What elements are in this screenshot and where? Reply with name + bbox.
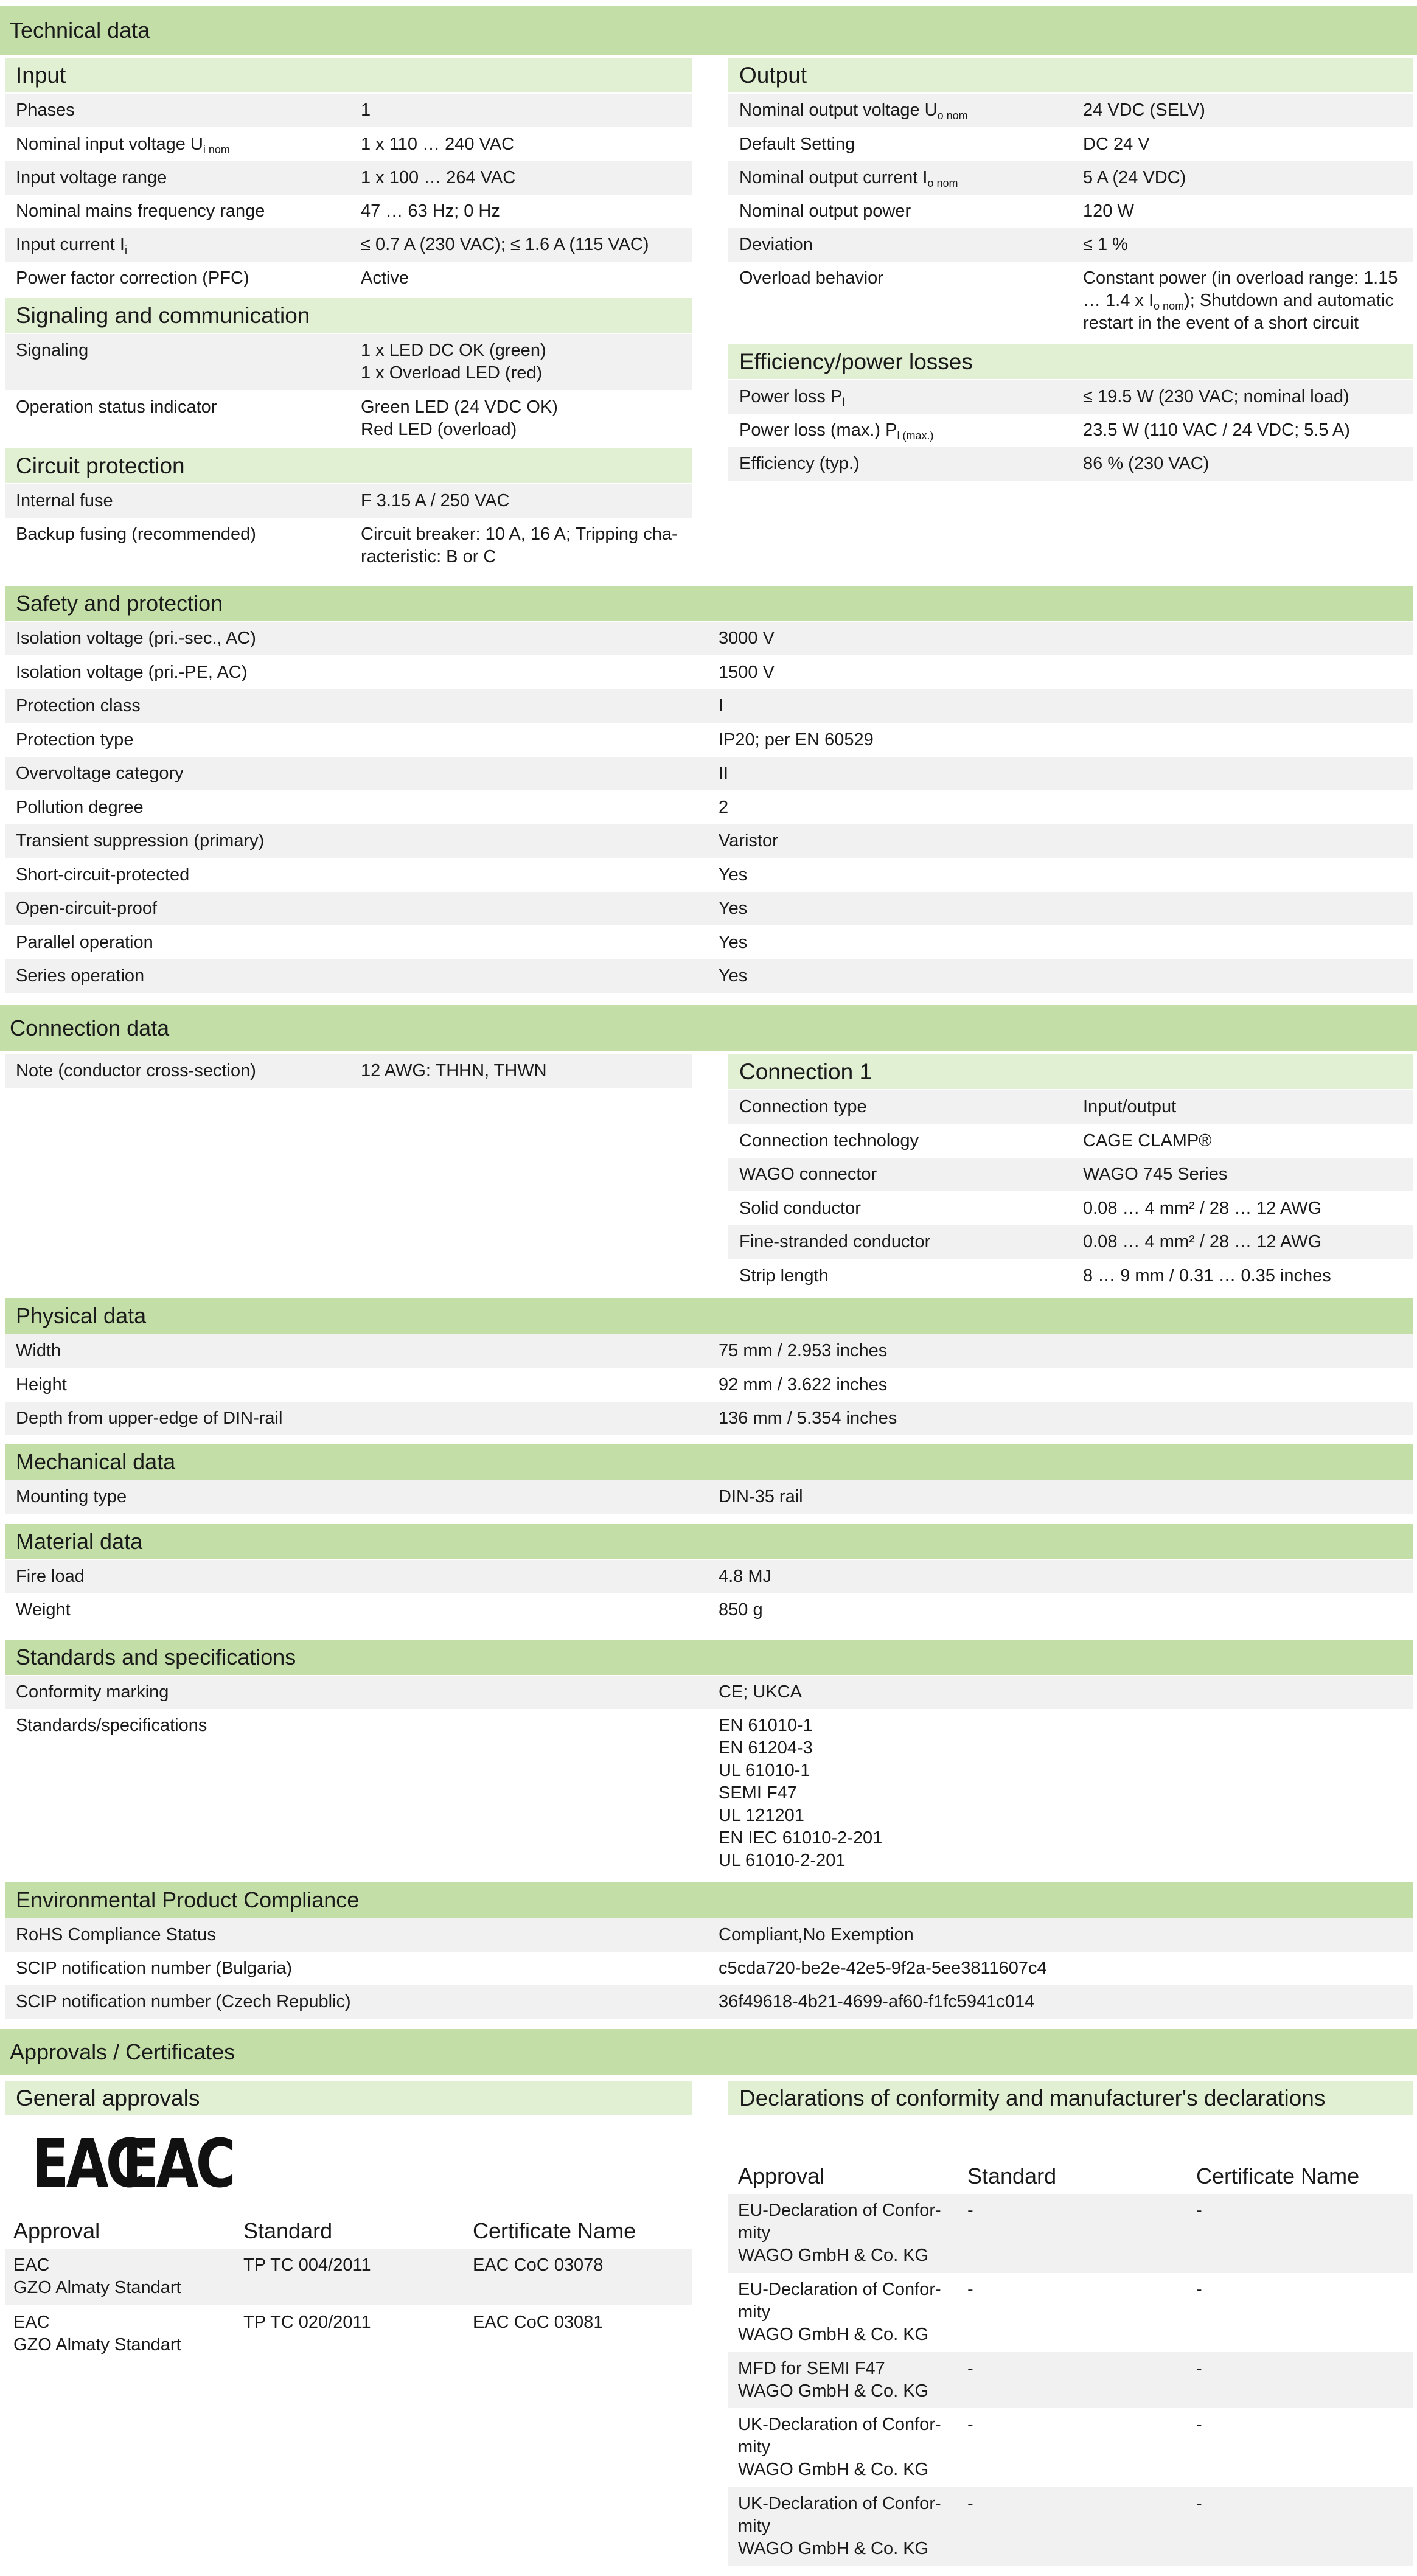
row-label: Fine-stranded conductor <box>739 1232 931 1251</box>
standards-row-specifications: Standards/specifications EN 61010-1 EN 61204-3 UL 61010-1 SEMI F47 UL 121201 EN IEC 61010-2-201 UL 61010-2-201 <box>16 1716 883 1870</box>
row-value: IP20; per EN 60529 <box>719 729 874 750</box>
circuit-row-backup-fusing: Backup fusing (recommended) Circuit breaker: 10 A, 16 A; Tripping cha- racteristic: B or C <box>16 524 678 566</box>
general-approval-approval: EAC GZO Almaty Standart <box>13 2313 181 2355</box>
connection-1-row <box>728 1158 1413 1191</box>
row-label: Isolation voltage (pri.-sec., AC) <box>16 628 256 648</box>
output-row-overload-behavior: Overload behavior Constant power (in overload range: 1.15 … 1.4 x $I_{o nom}$); Shutdown and automatic restart in the event of a short circuit <box>739 268 1398 333</box>
efficiency-row-efficiency: Efficiency (typ.) 86 % (230 VAC) <box>728 447 1413 481</box>
row-label: Depth from upper-edge of DIN-rail <box>16 1408 283 1428</box>
efficiency-row-power-loss-max: Power loss (max.) $P_{l (max.)}$ 23.5 W (110 VAC / 24 VDC; 5.5 A) <box>739 420 1350 442</box>
technical-data-header <box>0 6 1417 55</box>
safety-row <box>5 723 1413 757</box>
row-value: Input/output <box>1083 1097 1177 1116</box>
material-row-weight: Weight 850 g <box>16 1600 763 1620</box>
signaling-row-signaling: Signaling 1 x LED DC OK (green) 1 x Overload LED (red) <box>5 334 692 390</box>
connection-1-row <box>728 1090 1413 1124</box>
material-header: Material data <box>5 1524 1413 1559</box>
safety-row <box>5 858 1413 892</box>
declaration-cert: - <box>1196 2280 1202 2299</box>
efficiency-section-header: Efficiency/power losses <box>728 344 1413 379</box>
row-label: Connection type <box>739 1097 867 1116</box>
row-value: 1500 V <box>719 662 775 682</box>
decl-col-certificate: Certificate Name <box>1196 2163 1360 2188</box>
input-row-voltage-range: Input voltage range 1 x 100 … 264 VAC <box>5 161 692 195</box>
general-approval-standard: TP TC 004/2011 <box>243 2255 371 2275</box>
declaration-cert: - <box>1196 2494 1202 2513</box>
row-value: 0.08 … 4 mm² / 28 … 12 AWG <box>1083 1198 1322 1218</box>
declaration-standard: - <box>967 2494 973 2513</box>
signaling-section-header: Signaling and communication <box>5 298 692 333</box>
technical-data-title: Technical data <box>10 18 150 43</box>
connection-1-row <box>728 1225 1413 1259</box>
general-approval-standard: TP TC 020/2011 <box>243 2313 371 2332</box>
material-row-fire-load: Fire load 4.8 MJ <box>5 1560 1413 1593</box>
circuit-row-internal-fuse: Internal fuse F 3.15 A / 250 VAC <box>5 484 692 518</box>
general-approval-approval: EAC GZO Almaty Standart <box>13 2255 181 2297</box>
safety-row <box>5 622 1413 655</box>
row-value: 3000 V <box>719 628 775 648</box>
general-col-standard: Standard <box>243 2218 333 2243</box>
efficiency-row-power-loss: Power loss $P_l$ ≤ 19.5 W (230 VAC; nominal load) <box>728 380 1413 414</box>
declaration-standard: - <box>967 2280 973 2299</box>
connection-1-row <box>728 1192 1413 1225</box>
safety-row <box>5 892 1413 925</box>
connection-1-row <box>728 1124 1413 1158</box>
signaling-row-operation-status: Operation status indicator Green LED (24 VDC OK) Red LED (overload) <box>16 397 558 439</box>
row-label: Protection class <box>16 696 141 715</box>
environment-row-scip-bulgaria: SCIP notification number (Bulgaria) c5cda720-be2e-42e5-9f2a-5ee3811607c4 <box>16 1958 1047 1978</box>
declaration-approval: EU-Declaration of Confor- mity WAGO GmbH & Co. KG <box>738 2201 941 2265</box>
general-approvals-header: General approvals <box>5 2081 692 2115</box>
row-value: Yes <box>719 865 748 885</box>
declaration-cert: - <box>1196 2359 1202 2378</box>
connection-1-header: Connection 1 <box>728 1054 1413 1089</box>
physical-header: Physical data <box>5 1298 1413 1334</box>
general-col-approval: Approval <box>13 2218 100 2243</box>
input-section-header: Input <box>5 58 692 92</box>
declarations-header: Declarations of conformity and manufacturer's declarations <box>728 2081 1413 2115</box>
environment-row-scip-czech: SCIP notification number (Czech Republic) 36f49618-4b21-4699-af60-f1fc5941c014 <box>5 1985 1413 2019</box>
eac-logo-2: EAC <box>122 2125 233 2202</box>
row-label: Series operation <box>16 966 145 986</box>
safety-row <box>5 791 1413 824</box>
eac-logo-1: EAC <box>32 2125 143 2202</box>
row-value: Varistor <box>719 831 778 851</box>
declaration-standard: - <box>967 2415 973 2434</box>
output-row-deviation: Deviation ≤ 1 % <box>728 228 1413 262</box>
physical-row <box>5 1334 1413 1368</box>
safety-header: Safety and protection <box>5 586 1413 621</box>
row-value: CAGE CLAMP® <box>1083 1130 1212 1150</box>
input-row-frequency: Nominal mains frequency range 47 … 63 Hz; 0 Hz <box>16 201 500 221</box>
declaration-approval: UK-Declaration of Confor- mity WAGO GmbH & Co. KG <box>738 2415 941 2479</box>
row-label: Open-circuit-proof <box>16 899 158 918</box>
declaration-cert: - <box>1196 2201 1202 2220</box>
input-row-current: Input current $I_i$ ≤ 0.7 A (230 VAC); ≤ 1.6 A (115 VAC) <box>5 228 692 262</box>
connection-data-header: Connection data <box>0 1005 1417 1051</box>
row-label: Isolation voltage (pri.-PE, AC) <box>16 662 248 682</box>
row-label: Width <box>16 1341 61 1360</box>
output-row-nominal-current: Nominal output current $I_{o nom}$ 5 A (24 VDC) <box>728 161 1413 195</box>
standards-row-conformity: Conformity marking CE; UKCA <box>5 1676 1413 1709</box>
row-value: I <box>719 696 724 715</box>
safety-row <box>5 926 1413 959</box>
row-label: Protection type <box>16 729 134 750</box>
environment-header: Environmental Product Compliance <box>5 1882 1413 1918</box>
output-section-header: Output <box>728 58 1413 92</box>
approvals-header: Approvals / Certificates <box>0 2029 1417 2075</box>
input-row-phases: Phases 1 <box>5 94 692 127</box>
declaration-cert: - <box>1196 2415 1202 2434</box>
row-value: Yes <box>719 932 748 952</box>
safety-row <box>5 959 1413 993</box>
decl-col-standard: Standard <box>967 2163 1057 2188</box>
safety-row <box>5 757 1413 790</box>
input-row-nominal-voltage: Nominal input voltage $U_{i nom}$ 1 x 110 … 240 VAC <box>16 134 515 156</box>
output-row-nominal-power: Nominal output power 120 W <box>739 201 1134 221</box>
row-value: 136 mm / 5.354 inches <box>719 1408 897 1428</box>
standards-header: Standards and specifications <box>5 1640 1413 1675</box>
row-label: Transient suppression (primary) <box>16 831 265 851</box>
connection-1-row <box>728 1259 1413 1293</box>
declaration-approval: MFD for SEMI F47 WAGO GmbH & Co. KG <box>738 2359 929 2401</box>
row-value: WAGO 745 Series <box>1083 1164 1228 1184</box>
general-col-certificate: Certificate Name <box>473 2218 636 2243</box>
general-approval-cert: EAC CoC 03078 <box>473 2255 604 2275</box>
declaration-standard: - <box>967 2201 973 2220</box>
mechanical-header: Mechanical data <box>5 1444 1413 1480</box>
environment-row-rohs: RoHS Compliance Status Compliant,No Exemption <box>5 1918 1413 1952</box>
declaration-approval: UK-Declaration of Confor- mity WAGO GmbH & Co. KG <box>738 2494 941 2558</box>
physical-row <box>5 1402 1413 1435</box>
row-value: 8 … 9 mm / 0.31 … 0.35 inches <box>1083 1265 1331 1286</box>
row-label: WAGO connector <box>739 1164 877 1184</box>
row-label: Solid conductor <box>739 1198 861 1218</box>
safety-row <box>5 689 1413 723</box>
row-label: Pollution degree <box>16 797 144 817</box>
connection-row-note: Note (conductor cross-section) 12 AWG: THHN, THWN <box>5 1054 692 1088</box>
input-row-pfc: Power factor correction (PFC) Active <box>16 268 409 288</box>
row-value: Yes <box>719 899 748 918</box>
row-label: Height <box>16 1374 67 1394</box>
row-value: 92 mm / 3.622 inches <box>719 1374 888 1394</box>
output-row-nominal-voltage: Nominal output voltage $U_{o nom}$ 24 VDC (SELV) <box>728 94 1413 127</box>
row-value: II <box>719 764 729 783</box>
output-row-default-setting: Default Setting DC 24 V <box>739 134 1150 154</box>
declaration-approval: EU-Declaration of Confor- mity WAGO GmbH & Co. KG <box>738 2280 941 2344</box>
declaration-standard: - <box>967 2359 973 2378</box>
safety-row <box>5 824 1413 858</box>
decl-col-approval: Approval <box>738 2163 825 2188</box>
row-label: Connection technology <box>739 1130 919 1150</box>
row-value: 0.08 … 4 mm² / 28 … 12 AWG <box>1083 1232 1322 1251</box>
circuit-section-header: Circuit protection <box>5 448 692 483</box>
row-label: Parallel operation <box>16 932 153 952</box>
row-label: Overvoltage category <box>16 764 184 783</box>
row-label: Short-circuit-protected <box>16 865 190 885</box>
row-label: Strip length <box>739 1265 829 1286</box>
mechanical-row-mounting: Mounting type DIN-35 rail <box>5 1480 1413 1514</box>
row-value: Yes <box>719 966 748 986</box>
physical-row <box>5 1368 1413 1402</box>
general-approval-cert: EAC CoC 03081 <box>473 2313 604 2332</box>
safety-row <box>5 656 1413 689</box>
row-value: 75 mm / 2.953 inches <box>719 1341 888 1360</box>
row-value: 2 <box>719 797 729 817</box>
